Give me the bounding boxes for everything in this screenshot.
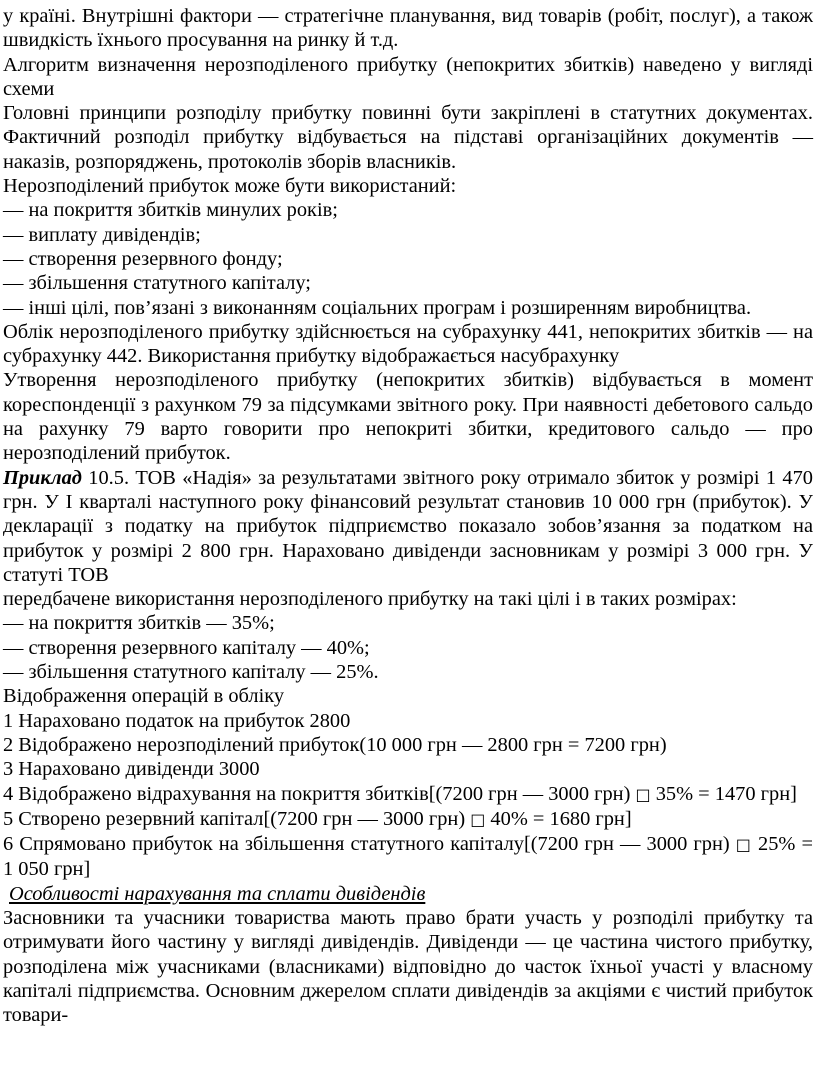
paragraph-external-factors: у країні. Внутрішні фактори — стратегічне планування, вид товарів (робіт, послуг), а також швидкість їхнього просування на ринку й т.д. bbox=[3, 5, 813, 52]
operation-text: 40% = 1680 грн] bbox=[485, 807, 632, 830]
operation-line bbox=[3, 832, 813, 882]
example-paragraph bbox=[3, 466, 813, 587]
list-item: — збільшення статутного капіталу; bbox=[3, 272, 311, 295]
list-item: — на покриття збитків — 35%; bbox=[3, 612, 275, 635]
missing-glyph-icon: □ bbox=[470, 809, 486, 829]
paragraph-formation: Утворення нерозподіленого прибутку (непокритих збитків) відбувається в момент кореспонденції з рахунком 79 за підсумками звітного року. При наявності дебетового сальдо на рахунку 79 варто говорити про непокриті збитки, кредитового сальдо — про нерозподілений прибуток. bbox=[3, 369, 813, 465]
operations-title: Відображення операцій в обліку bbox=[3, 685, 285, 708]
operation-line: 2 Відображено нерозподілений прибуток(10 000 грн — 2800 грн = 7200 грн) bbox=[3, 733, 667, 756]
operation-text: 6 Спрямовано прибуток на збільшення статутного капіталу[(7200 грн — 3000 грн) bbox=[3, 833, 736, 856]
paragraph-usage-intro: Нерозподілений прибуток може бути використаний: bbox=[3, 175, 457, 198]
operation-line bbox=[3, 782, 813, 807]
paragraph-principles: Головні принципи розподілу прибутку повинні бути закріплені в статутних документах. Фактичний розподіл прибутку відбувається на підставі організаційних документів — наказів, розпоряджень, протоколів зборів власників. bbox=[3, 102, 813, 173]
example-label: Приклад bbox=[3, 466, 82, 489]
list-item: — інші цілі, пов’язані з виконанням соціальних програм і розширенням виробництва. bbox=[3, 296, 752, 319]
operation-line: 3 Нараховано дивіденди 3000 bbox=[3, 758, 260, 781]
paragraph-algorithm: Алгоритм визначення нерозподіленого прибутку (непокритих збитків) наведено у вигляді схеми bbox=[3, 53, 813, 100]
operation-text: 4 Відображено відрахування на покриття збитків[(7200 грн — 3000 грн) bbox=[3, 782, 636, 805]
example-text: 10.5. ТОВ «Надія» за результатами звітного року отримало збиток у розмірі 1 470 грн. У І кварталі наступного року фінансовий результат становив 10 000 грн (прибуток). У декларації з податку на прибуток підприємство показало зобов’язання за податком на прибуток у розмірі 2 800 грн. Нараховано дивіденди засновникам у розмірі 3 000 грн. У статуті ТОВ bbox=[3, 466, 813, 586]
operation-text: 25% = 1 050 грн] bbox=[3, 833, 813, 881]
list-item: — створення резервного фонду; bbox=[3, 247, 283, 270]
missing-glyph-icon: □ bbox=[735, 835, 752, 855]
section-heading: Особливості нарахування та сплати дивідендів bbox=[9, 882, 426, 905]
paragraph-accounting: Облік нерозподіленого прибутку здійснюється на субрахунку 441, непокритих збитків — на субрахунку 442. Використання прибутку відображається насубрахунку bbox=[3, 320, 813, 368]
list-item: — виплату дивідендів; bbox=[3, 223, 201, 246]
operation-text: 35% = 1470 грн] bbox=[650, 782, 797, 805]
missing-glyph-icon: □ bbox=[635, 784, 651, 804]
operation-text: 5 Створено резервний капітал[(7200 грн — 3000 грн) bbox=[3, 807, 471, 830]
paragraph-usage-targets: передбачене використання нерозподіленого прибутку на такі цілі і в таких розмірах: bbox=[3, 588, 737, 611]
list-item: — збільшення статутного капіталу — 25%. bbox=[3, 661, 379, 684]
paragraph-dividends: Засновники та учасники товариства мають право брати участь у розподілі прибутку та отримувати його частину у вигляді дивідендів. Дивіденди — це частина чистого прибутку, розподілена між учасниками (власниками) відповідно до часток їхньої участі у власному капіталі підприємства. Основним джерелом сплати дивідендів за акціями є чистий прибуток товари- bbox=[3, 906, 813, 1027]
operation-line bbox=[3, 807, 813, 832]
list-item: — створення резервного капіталу — 40%; bbox=[3, 636, 370, 659]
operation-line: 1 Нараховано податок на прибуток 2800 bbox=[3, 709, 351, 732]
list-item: — на покриття збитків минулих років; bbox=[3, 199, 338, 222]
